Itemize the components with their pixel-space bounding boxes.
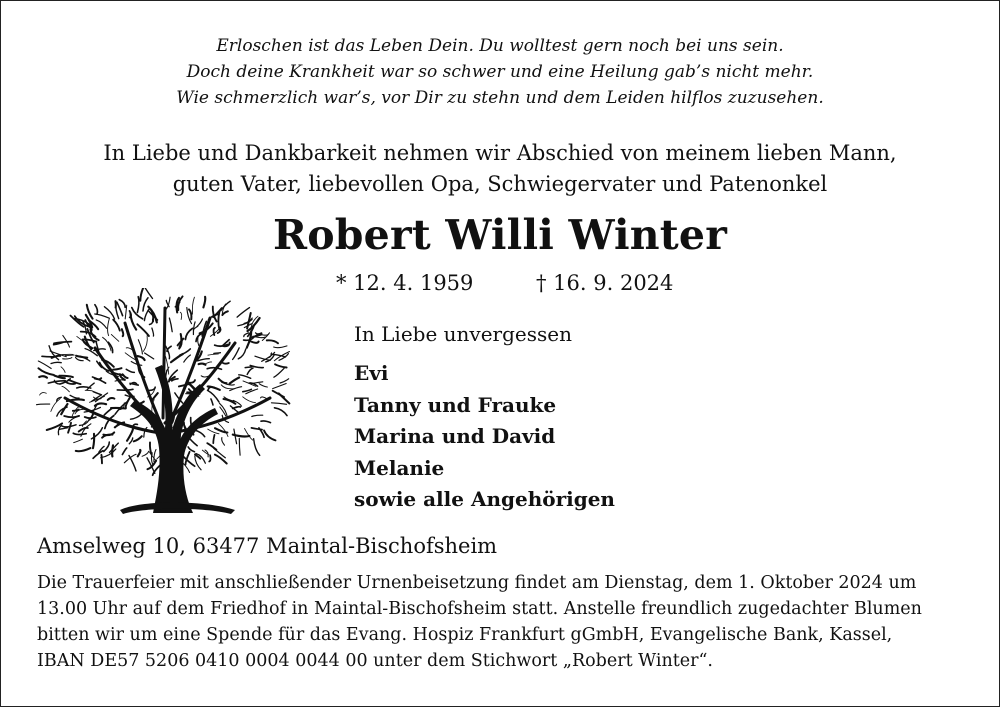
service-info: [37, 570, 972, 674]
tree-branch: [95, 378, 102, 379]
deceased-name: Robert Willi Winter: [272, 211, 728, 259]
tree-branch: [138, 450, 141, 457]
tree-branch: [275, 364, 287, 367]
tree-branch: [38, 361, 51, 369]
tree-branch: [145, 353, 154, 359]
tree-branch: [167, 346, 171, 351]
tree-branch: [171, 354, 183, 362]
tree-branch: [184, 355, 191, 362]
tree-branch: [245, 428, 253, 440]
family-member: Evi: [354, 361, 389, 385]
tree-branch: [203, 297, 205, 308]
tree-branch: [264, 430, 276, 440]
service-line: bitten wir um eine Spende für das Evang. Hospiz Frankfurt gGmbH, Evangelische Bank, Kassel,: [37, 625, 893, 645]
tree-branch: [219, 403, 227, 418]
tree-branch: [126, 369, 134, 372]
tree-branch: [222, 438, 225, 446]
poem-line: Erloschen ist das Leben Dein. Du wolltest gern noch bei uns sein.: [216, 36, 784, 56]
tree-branch: [112, 445, 113, 456]
tree-illustration: [35, 288, 305, 518]
tree-branch: [123, 374, 128, 378]
tree-branch: [122, 329, 123, 336]
service-line: 13.00 Uhr auf dem Friedhof in Maintal-Bischofsheim statt. Anstelle freundlich zugedachter Blumen: [37, 599, 922, 619]
tree-branch: [74, 439, 83, 442]
tree-branch: [252, 415, 263, 416]
tree-branch: [254, 439, 260, 456]
tree-branch: [213, 435, 214, 443]
birth-date: * 12. 4. 1959: [336, 271, 474, 295]
tree-branch: [38, 368, 54, 375]
service-line: Die Trauerfeier mit anschließender Urnenbeisetzung findet am Dienstag, dem 1. Oktober 2024 um: [37, 573, 917, 593]
tree-branch: [185, 328, 192, 339]
tree-branch: [238, 349, 246, 359]
tree-branch: [237, 308, 249, 318]
tree-branch: [113, 320, 120, 331]
tree-branch: [280, 379, 289, 383]
poem-line: Doch deine Krankheit war so schwer und eine Heilung gab’s nicht mehr.: [186, 62, 814, 82]
tree-branch: [37, 404, 50, 405]
tree-branch: [39, 376, 47, 378]
tree-branch: [138, 340, 142, 354]
tree-branch: [239, 375, 251, 379]
tree-branch: [279, 393, 290, 403]
tree-branch: [140, 288, 145, 301]
tree-branch: [192, 297, 194, 314]
intro-text: [0, 138, 1000, 200]
tree-branch: [70, 395, 79, 398]
tree-branch: [271, 403, 286, 405]
tree-branch: [137, 297, 139, 313]
tree-branch: [197, 319, 202, 327]
family-member: Tanny und Frauke: [354, 392, 557, 417]
tree-branch: [143, 288, 153, 299]
tree-branch: [259, 384, 267, 387]
tree-branch: [267, 340, 278, 343]
tree-branch: [275, 408, 288, 416]
death-date: † 16. 9. 2024: [536, 271, 674, 295]
tree-branch: [108, 398, 115, 400]
tree-branch: [77, 387, 91, 388]
intro-line: In Liebe und Dankbarkeit nehmen wir Abschied von meinem lieben Mann,: [103, 141, 897, 165]
tree-branch: [195, 430, 205, 437]
tree-branch: [95, 305, 98, 315]
poem: [0, 33, 1000, 111]
tree-branch: [73, 433, 86, 434]
tree-branch: [93, 392, 101, 395]
tree-branch: [222, 311, 227, 315]
tree-branch: [104, 408, 112, 415]
tree-branch: [218, 312, 219, 330]
tree-branch: [73, 410, 79, 411]
tree-branch: [180, 312, 181, 319]
tree-branch: [95, 314, 110, 318]
tree-branch: [85, 417, 96, 418]
tree-branch: [51, 399, 61, 412]
tree-branch: [152, 328, 154, 336]
tree-branch: [239, 438, 240, 455]
tree-branch: [211, 399, 213, 405]
tree-branch: [142, 451, 149, 456]
tree-branch: [208, 354, 219, 355]
tree-branch: [220, 407, 226, 416]
tree-branch: [51, 362, 61, 363]
tree-branch: [256, 333, 262, 334]
tree-branch: [221, 301, 231, 311]
tree-branch: [76, 448, 91, 451]
tree-branch: [68, 423, 71, 433]
family-member: sowie alle Angehörigen: [354, 487, 615, 511]
tree-branch: [274, 368, 284, 377]
tree-branch: [230, 378, 240, 384]
tree-branch: [62, 386, 69, 391]
tree-branch: [131, 415, 142, 420]
tree-branch: [247, 368, 253, 374]
tree-branch: [80, 420, 89, 425]
tree-branch: [214, 353, 221, 354]
tree-branch: [119, 300, 125, 308]
tree-branch: [111, 408, 126, 409]
tree-branch: [64, 416, 79, 417]
tree-branch: [233, 348, 240, 360]
tree-branch: [222, 362, 229, 364]
tree-branch: [137, 324, 149, 336]
family-member: Melanie: [354, 455, 445, 480]
tree-branch: [215, 455, 227, 464]
tree-branch: [251, 342, 259, 343]
tree-branch: [95, 403, 106, 405]
tree-branch: [134, 436, 142, 441]
tree-branch: [188, 447, 194, 452]
tree-branch: [60, 428, 68, 430]
tree-branch: [40, 393, 47, 396]
tree-branch: [198, 359, 210, 361]
tree-branch: [63, 358, 72, 359]
tree-branch: [76, 358, 84, 361]
tree-branch: [150, 442, 152, 454]
tree-branch: [76, 356, 87, 358]
tree-branch: [129, 438, 132, 444]
tree-branch: [91, 428, 102, 439]
tree-branch: [143, 298, 148, 311]
tree-branch: [143, 336, 147, 352]
tree-branch: [261, 421, 271, 423]
tree-branch: [152, 393, 157, 400]
tree-branch: [209, 455, 210, 461]
tree-branch: [207, 443, 216, 450]
tree-branch: [144, 308, 149, 321]
poem-line: Wie schmerzlich war’s, vor Dir zu stehn und dem Leiden hilflos zuzusehen.: [176, 88, 824, 108]
tree-branch: [85, 390, 92, 391]
memory-line: In Liebe unvergessen: [354, 322, 572, 346]
tree-branch: [108, 318, 110, 335]
tree-branch: [245, 367, 251, 368]
tree-branch: [169, 318, 172, 332]
tree-branch: [113, 368, 121, 369]
tree-branch: [149, 387, 155, 390]
tree-branch: [138, 356, 145, 360]
service-line: IBAN DE57 5206 0410 0004 0044 00 unter dem Stichwort „Robert Winter“.: [37, 651, 713, 671]
tree-branch: [122, 448, 126, 455]
tree-branch: [243, 397, 256, 403]
tree-branch: [111, 334, 119, 341]
family-member: Marina und David: [354, 424, 556, 448]
family-list: [354, 358, 615, 516]
tree-branch: [131, 313, 137, 329]
tree-branch: [101, 455, 102, 463]
tree-branch: [208, 390, 220, 402]
tree-branch: [274, 346, 287, 348]
tree-branch: [70, 316, 83, 327]
tree-branch: [273, 384, 287, 389]
intro-line: guten Vater, liebevollen Opa, Schwiegervater und Patenonkel: [172, 172, 828, 196]
tree-branch: [93, 434, 94, 448]
tree-branch: [61, 367, 65, 373]
address: Amselweg 10, 63477 Maintal-Bischofsheim: [37, 534, 498, 558]
tree-branch: [58, 425, 61, 434]
